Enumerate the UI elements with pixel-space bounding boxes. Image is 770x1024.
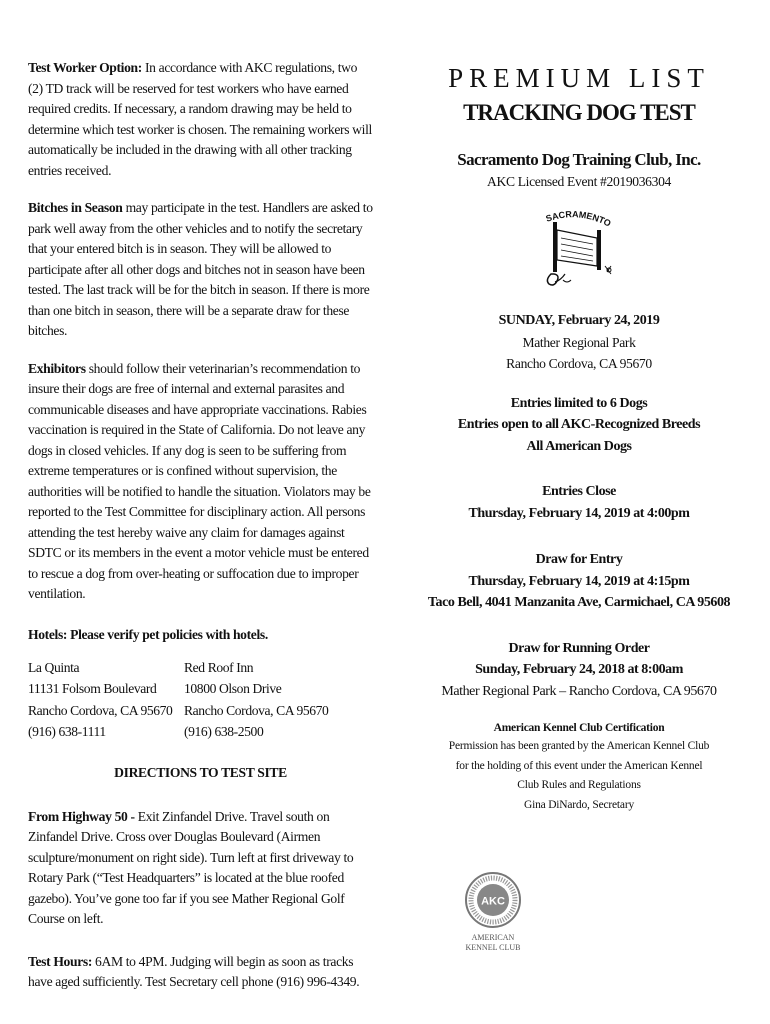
exhibitors-label: Exhibitors xyxy=(28,360,86,376)
draw-entry-place: Taco Bell, 4041 Manzanita Ave, Carmichael, CA 95608 xyxy=(427,595,731,610)
entries-close-date: Thursday, February 14, 2019 at 4:00pm xyxy=(468,505,690,521)
hotel-red-roof-inn xyxy=(184,657,364,743)
running-order-date: Sunday, February 24, 2018 at 8:00am xyxy=(475,662,683,677)
running-order-title: Draw for Running Order xyxy=(508,640,650,656)
logo-text: SACRAMENTO xyxy=(544,209,613,229)
entries-close-block xyxy=(400,481,758,524)
entries-limit: Entries limited to 6 Dogs xyxy=(510,395,648,411)
certification-line: Permission has been granted by the American Kennel Club xyxy=(448,740,710,752)
test-worker-label: Test Worker Option: xyxy=(28,60,142,75)
right-column xyxy=(400,62,758,815)
bitches-label: Bitches in Season xyxy=(28,200,123,215)
directions-text: Exit Zinfandel Drive. Travel south on Zinfandel Drive. Cross over Douglas Boulevard (Airmen sculpture/monument on right side). Turn left at first driveway to Rotary Park (“Test Headquarters” is located at the blue roofed gazebo). You’ve gone too far if you see Mather Regional Golf Course on left. xyxy=(28,808,354,926)
test-worker-text: In accordance with AKC regulations, two (2) TD track will be reserved for test workers who have earned required credits. If necessary, a random drawing may be held to determine which test worker is chosen. The remaining workers will automatically be included in the drawing with all other tracking entries received. xyxy=(28,60,372,178)
hotel-city: Rancho Cordova, CA 95670 xyxy=(28,702,173,718)
test-worker-paragraph xyxy=(28,58,373,181)
akc-certification-block xyxy=(400,719,758,815)
tracking-dog-test-title: TRACKING DOG TEST xyxy=(463,100,695,125)
akc-seal-text: AKC xyxy=(481,895,505,908)
hotels-list xyxy=(28,657,373,743)
venue-city: Rancho Cordova, CA 95670 xyxy=(506,356,652,371)
test-hours-text: 6AM to 4PM. Judging will begin as soon as tracks have aged sufficiently. Test Secretary cell phone (916) 996-4349. xyxy=(28,953,360,989)
akc-name-line1: AMERICAN xyxy=(471,933,515,942)
hotel-city: Rancho Cordova, CA 95670 xyxy=(184,702,329,718)
hotel-phone: (916) 638-2500 xyxy=(184,724,264,739)
hotel-street: 11131 Folsom Boulevard xyxy=(28,681,157,696)
licensed-event: AKC Licensed Event #2019036304 xyxy=(487,174,671,189)
hotel-name: Red Roof Inn xyxy=(184,659,254,675)
certification-line: for the holding of this event under the American Kennel xyxy=(455,759,703,772)
premium-list-title: PREMIUM LIST xyxy=(448,63,710,93)
hotel-phone: (916) 638-1111 xyxy=(28,724,106,739)
event-date-block xyxy=(400,310,758,375)
entries-close-title: Entries Close xyxy=(542,484,616,499)
directions-label: From Highway 50 - xyxy=(28,808,135,824)
entries-breeds: Entries open to all AKC-Recognized Breeds xyxy=(457,417,701,432)
draw-entry-title: Draw for Entry xyxy=(535,552,623,567)
bitches-text: may participate in the test. Handlers are asked to park well away from the other vehicles and to notify the secretary that your entered bitch is in season. They will be allowed to participate after all other dogs and bitches not in season have been tested. The last track will be for the bitch in season. If there is more than one bitch in season, there will be a separate draw for these bitches. xyxy=(28,200,373,338)
running-order-place: Mather Regional Park – Rancho Cordova, CA 95670 xyxy=(441,683,717,699)
left-column xyxy=(28,58,373,993)
directions-paragraph xyxy=(28,807,373,930)
certification-secretary: Gina DiNardo, Secretary xyxy=(523,798,635,811)
draw-entry-block xyxy=(400,549,758,614)
directions-title: DIRECTIONS TO TEST SITE xyxy=(114,764,287,780)
draw-entry-date: Thursday, February 14, 2019 at 4:15pm xyxy=(468,573,690,589)
club-name: Sacramento Dog Training Club, Inc. xyxy=(457,150,701,169)
event-date: SUNDAY, February 24, 2019 xyxy=(498,313,660,328)
hotel-la-quinta xyxy=(28,657,184,743)
akc-name-line2: KENNEL CLUB xyxy=(465,943,521,952)
certification-line: Club Rules and Regulations xyxy=(517,779,641,791)
test-hours-label: Test Hours: xyxy=(28,953,92,969)
venue-name: Mather Regional Park xyxy=(522,334,636,350)
hotel-street: 10800 Olson Drive xyxy=(184,681,282,696)
hotels-title: Hotels: Please verify pet policies with hotels. xyxy=(28,626,268,642)
certification-title: American Kennel Club Certification xyxy=(493,722,665,734)
running-order-block xyxy=(400,638,758,703)
hotel-name: La Quinta xyxy=(28,659,80,675)
akc-logo-icon xyxy=(463,870,523,960)
club-logo-icon xyxy=(539,208,619,290)
exhibitors-paragraph xyxy=(28,359,373,605)
exhibitors-text: should follow their veterinarian’s recommendation to insure their dogs are free of internal and external parasites and communicable diseases and have appropriate vaccinations. Rabies vaccination is required in the State of California. Do not leave any dogs in closed vehicles. If any dog is seen to be suffering from extreme temperatures or is confined without supervision, the authorities will be notified to handle the situation. Violators may be reported to the Test Committee for disciplinary action. All persons attending the test hereby waive any claim for damages against SDTC or its members in the event a motor vehicle must be entered to rescue a dog from over-heating or suffocation due to improper ventilation. xyxy=(28,360,371,601)
test-hours-paragraph xyxy=(28,952,373,993)
bitches-paragraph xyxy=(28,198,373,342)
entries-all-american: All American Dogs xyxy=(526,438,632,454)
entries-block xyxy=(400,393,758,458)
